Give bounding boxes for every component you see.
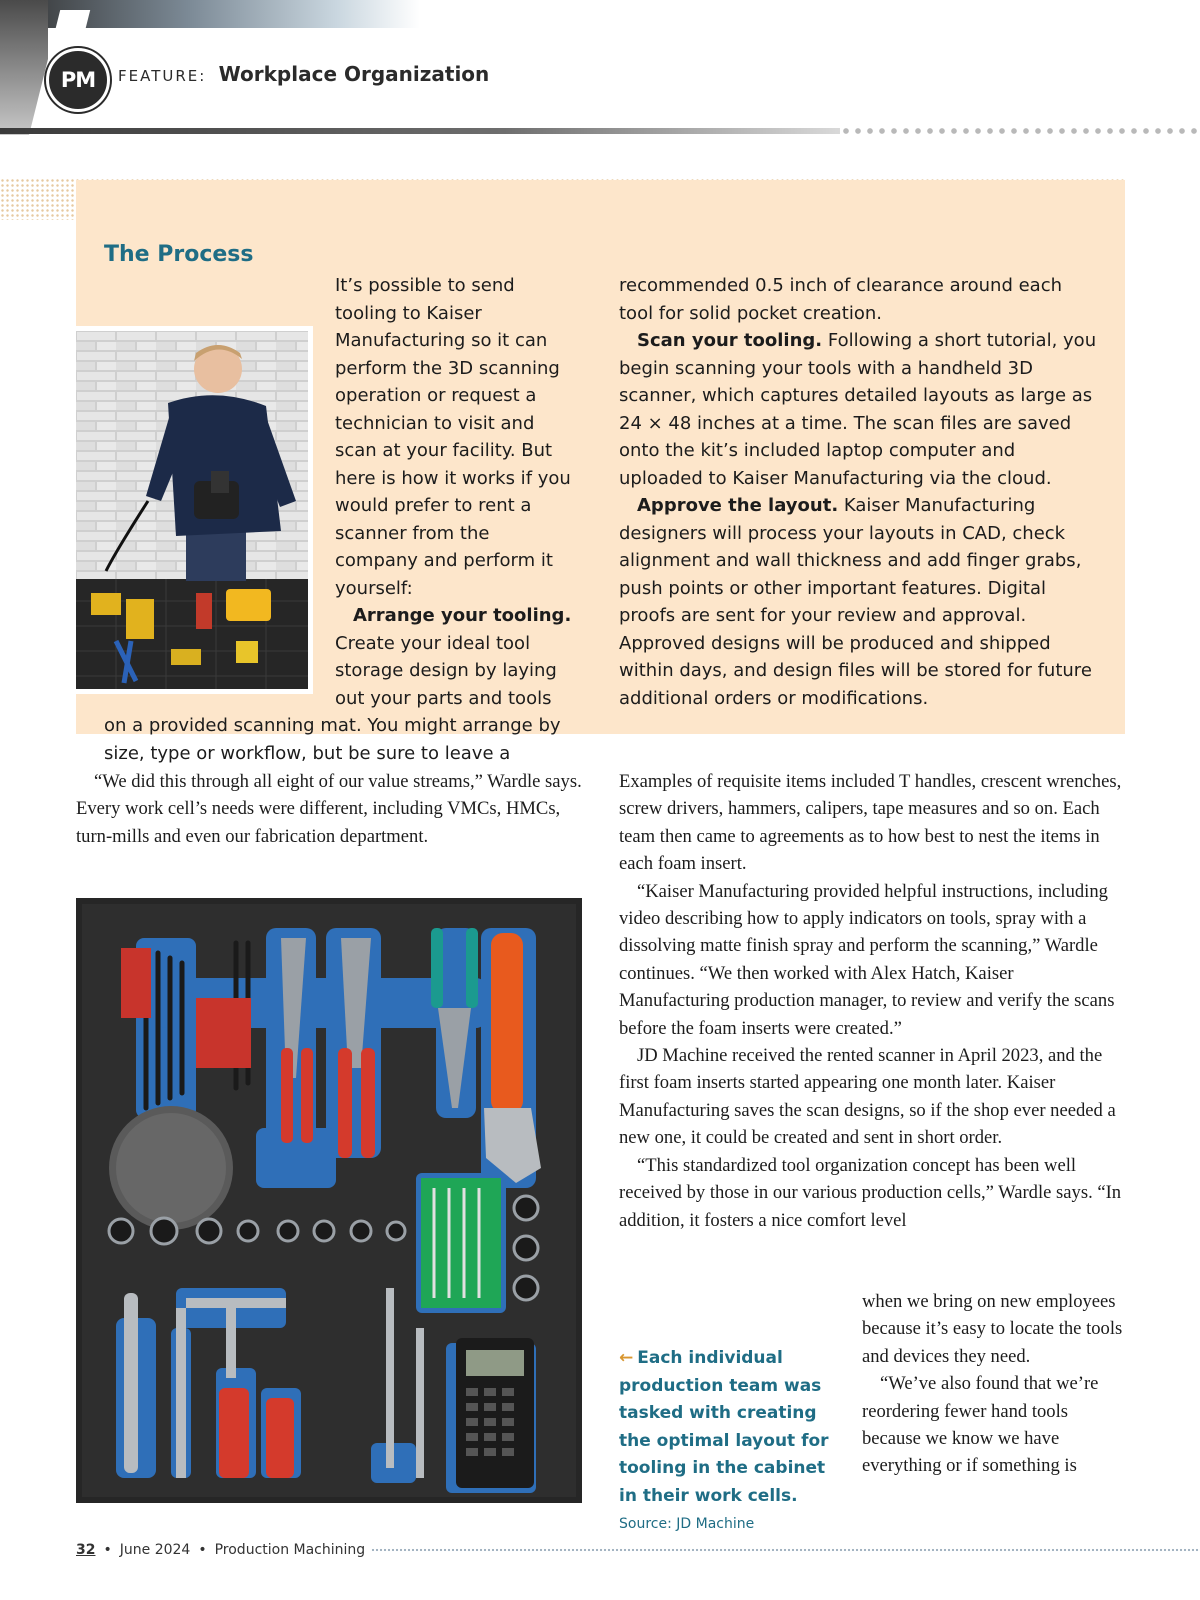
body-paragraph: “We did this through all eight of our value streams,” Wardle says. Every work cell’s needs were different, including VMCs, HMCs, turn-mills and even our fabrication department.	[76, 771, 582, 847]
section-label: FEATURE:	[118, 67, 207, 85]
caption-text: Each individual production team was tasked with creating the optimal layout for tooling in the cabinet in their work cells.	[619, 1348, 829, 1506]
page-number: 32	[76, 1542, 96, 1558]
section-header	[118, 62, 489, 86]
scanner-technician-photo	[76, 326, 313, 694]
header-rule	[0, 128, 840, 134]
body-paragraph: “Kaiser Manufacturing provided helpful instructions, including video describing how to apply indicators on tools, spray with a dissolving matte finish spray and perform the scanning,” Wardle continues. “We then worked with Alex Hatch, Kaiser Manufacturing production manager, to review and verify the scans before the foam inserts were created.”	[619, 880, 1115, 1039]
pm-logo-badge: PM	[46, 48, 110, 112]
tool-insert-graphic	[76, 898, 582, 1503]
process-sidebar	[76, 180, 1125, 764]
body-narrow-column	[862, 1288, 1127, 1480]
sidebar-right-column	[619, 272, 1097, 712]
photo-caption	[619, 1345, 844, 1539]
body-left-column	[76, 768, 582, 850]
publication-name: Production Machining	[214, 1542, 366, 1558]
body-paragraph: when we bring on new employees because it’s easy to locate the tools and devices they need.	[862, 1291, 1123, 1367]
body-paragraph: JD Machine received the rented scanner in April 2023, and the first foam inserts started appearing one month later. Kaiser Manufacturing saves the scan designs, so if the shop ever needed a new one, it could be created and sent in short order.	[619, 1045, 1116, 1149]
sidebar-step-3	[619, 492, 1097, 712]
sidebar-left-column	[104, 272, 574, 767]
foam-tool-insert-photo	[76, 898, 582, 1503]
sidebar-continuation: recommended 0.5 inch of clearance around each tool for solid pocket creation.	[619, 275, 1062, 324]
sidebar-title: The Process	[104, 242, 254, 267]
step-1-heading: Arrange your tooling.	[353, 605, 572, 626]
sidebar-intro	[104, 272, 574, 602]
caption-source: Source: JD Machine	[619, 1516, 755, 1532]
step-3-text: Kaiser Manufacturing designers will process your layouts in CAD, check alignment and wall thickness and add finger grabs, push points or other important features. Digital proofs are sent for your review and approval. Approved designs will be produced and shipped within days, and design files will be stored for future additional orders or modifications.	[619, 495, 1092, 709]
sidebar-intro-text: It’s possible to send tooling to Kaiser Manufacturing so it can perform the 3D scanning operation or request a technician to visit and scan at your facility. But here is how it works if you would prefer to rent a scanner from the company and perform it yourself:	[335, 275, 571, 599]
technician-photo-graphic	[76, 331, 308, 689]
body-right-column	[619, 768, 1125, 1234]
sidebar-step-2	[619, 327, 1097, 492]
step-2-text: Following a short tutorial, you begin scanning your tools with a handheld 3D scanner, which captures detailed layouts as large as 24 × 48 inches at a time. The scan files are saved onto the kit’s included laptop computer and uploaded to Kaiser Manufacturing via the cloud.	[619, 330, 1097, 489]
body-paragraph: “We’ve also found that we’re reordering fewer hand tools because we know we have everything or if something is	[862, 1373, 1099, 1477]
page-footer	[76, 1538, 1200, 1562]
issue-date: June 2024	[119, 1542, 191, 1558]
step-2-heading: Scan your tooling.	[637, 330, 823, 351]
arrow-left-icon: ←	[619, 1348, 634, 1368]
header-dot-rule	[840, 128, 1200, 134]
footer-dot-leader	[371, 1547, 1200, 1553]
footer-separator: •	[103, 1542, 112, 1558]
body-paragraph: Examples of requisite items included T handles, crescent wrenches, screw drivers, hammers, calipers, tape measures and so on. Each team then came to agreements as to how best to nest the items in each foam insert.	[619, 771, 1122, 875]
step-3-heading: Approve the layout.	[637, 495, 839, 516]
body-paragraph: “This standardized tool organization concept has been well received by those in our various production cells,” Wardle says. “In addition, it fosters a nice comfort level	[619, 1154, 1122, 1231]
footer-separator: •	[198, 1542, 207, 1558]
step-1-text: Create your ideal tool storage design by laying out your parts and tools on a provided scanning mat. You might arrange by size, type or workflow, but be sure to leave a	[104, 632, 561, 764]
section-topic: Workplace Organization	[218, 62, 490, 86]
